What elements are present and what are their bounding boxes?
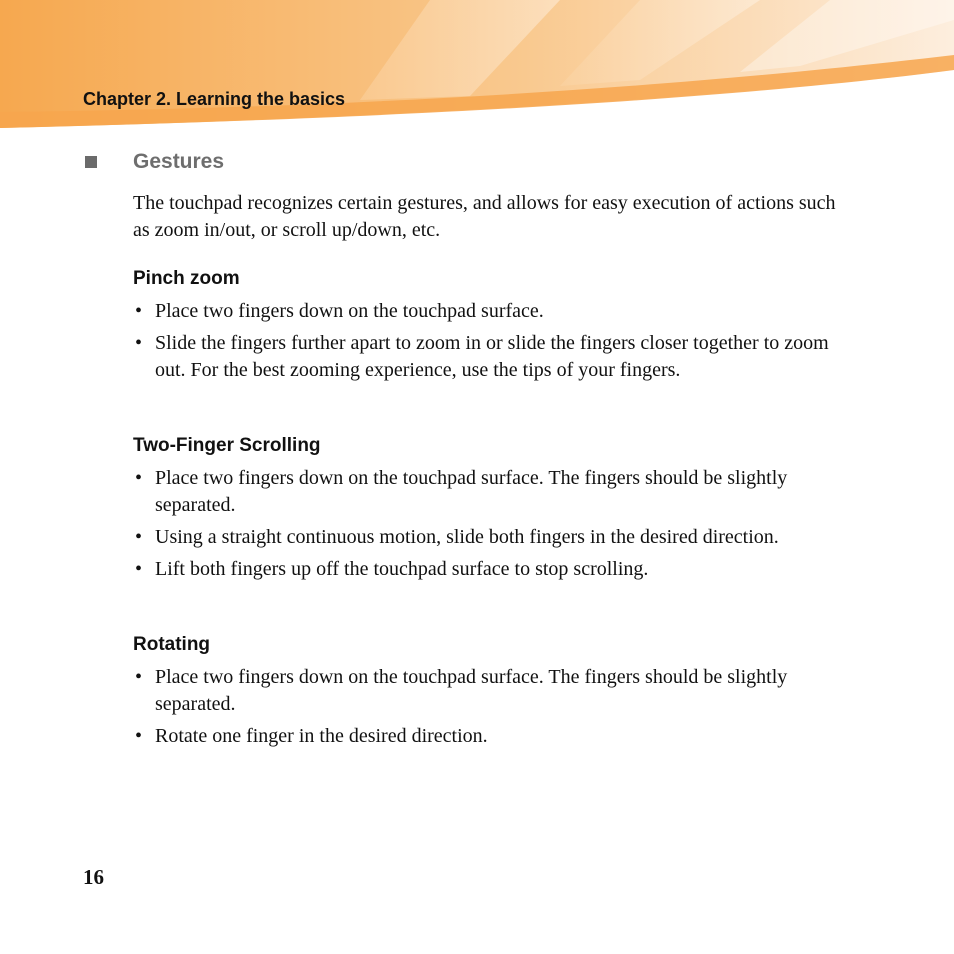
bullet-icon: • (135, 526, 143, 548)
section-heading (85, 148, 224, 176)
list-item (133, 524, 853, 551)
bullet-icon: • (135, 558, 143, 580)
bullet-icon: • (135, 467, 143, 489)
subsection-title: Pinch zoom (133, 268, 240, 289)
list-item-text: Rotate one finger in the desired direction. (155, 725, 488, 747)
bullet-icon: • (135, 332, 143, 354)
list-item (133, 298, 853, 325)
square-bullet-icon (85, 156, 97, 168)
list-item-text: Using a straight continuous motion, slide both fingers in the desired direction. (155, 526, 779, 548)
list-item-text: Place two fingers down on the touchpad surface. The fingers should be slightly separated. (155, 666, 788, 715)
subsection-title: Two-Finger Scrolling (133, 435, 321, 456)
list-item (133, 664, 853, 718)
list-item-text: Place two fingers down on the touchpad surface. The fingers should be slightly separated. (155, 467, 788, 516)
header-decorative-band (0, 0, 954, 135)
bullet-icon: • (135, 725, 143, 747)
section-intro: The touchpad recognizes certain gestures, and allows for easy execution of actions such as zoom in/out, or scroll up/down, etc. (133, 192, 836, 241)
bullet-list (133, 465, 853, 583)
list-item-text: Lift both fingers up off the touchpad surface to stop scrolling. (155, 558, 649, 580)
list-item (133, 723, 853, 750)
subsection-pinch-zoom (133, 266, 853, 389)
bullet-list (133, 664, 853, 750)
list-item (133, 330, 853, 384)
subsection-rotating (133, 632, 853, 755)
page-number: 16 (83, 865, 104, 889)
subsection-title: Rotating (133, 634, 211, 655)
section-title: Gestures (133, 150, 225, 173)
bullet-list (133, 298, 853, 384)
bullet-icon: • (135, 300, 143, 322)
bullet-icon: • (135, 666, 143, 688)
list-item-text: Slide the fingers further apart to zoom in or slide the fingers closer together to zoom out. For the best zooming experience, use the tips of your fingers. (155, 332, 829, 381)
list-item (133, 465, 853, 519)
list-item-text: Place two fingers down on the touchpad surface. (155, 300, 544, 322)
subsection-two-finger-scrolling (133, 433, 853, 588)
list-item (133, 556, 853, 583)
chapter-title: Chapter 2. Learning the basics (83, 89, 346, 109)
